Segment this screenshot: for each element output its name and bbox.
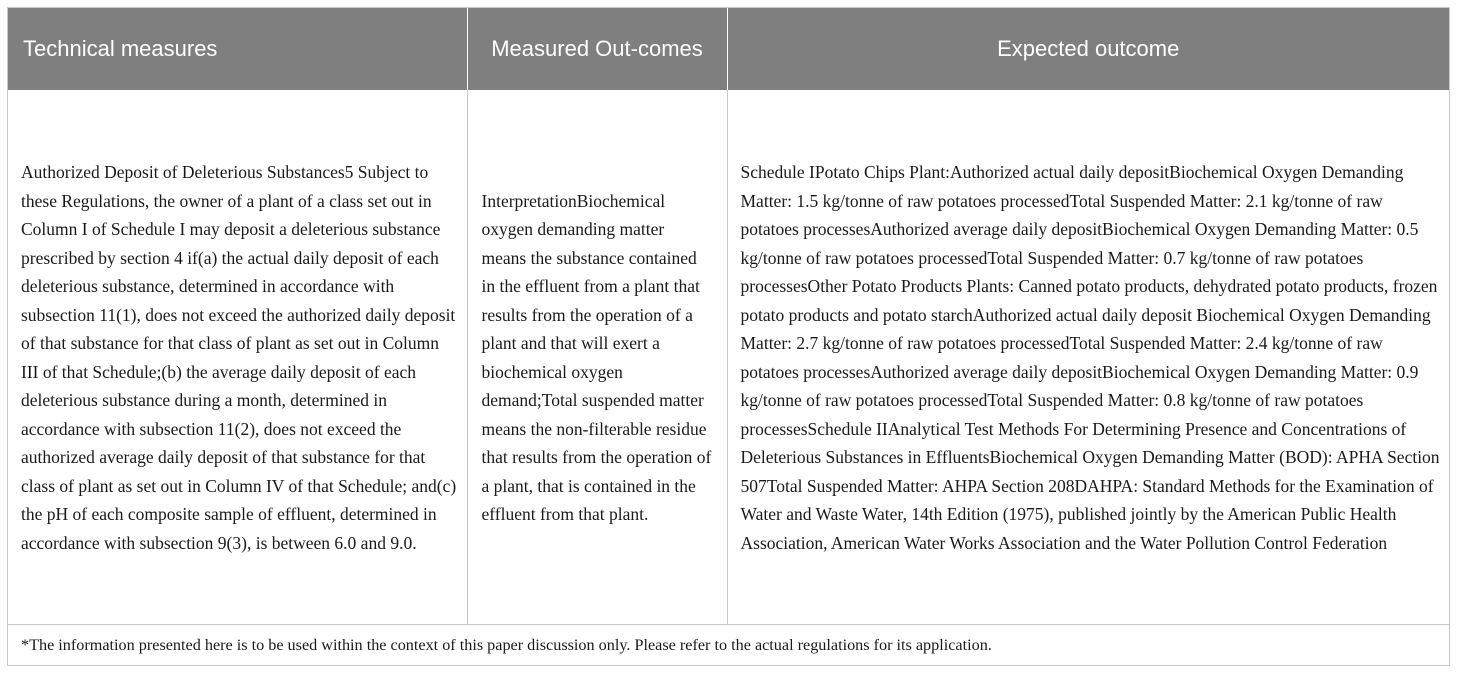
- cell-measured-outcomes: InterpretationBiochemical oxygen demanding matter means the substance contained in the effluent from a plant that results from the operation of a plant and that will exert a biochemical oxygen demand;Total suspended matter means the non-filterable residue that results from the operation of a plant, that is contained in the effluent from that plant.: [467, 90, 727, 624]
- cell-technical-measures: Authorized Deposit of Deleterious Substances5 Subject to these Regulations, the owner of a plant of a class set out in Column I of Schedule I may deposit a deleterious substance prescribed by section 4 if(a) the actual daily deposit of each deleterious substance, determined in accordance with subsection 11(1), does not exceed the authorized daily deposit of that substance for that class of plant as set out in Column III of that Schedule;(b) the average daily deposit of each deleterious substance during a month, determined in accordance with subsection 11(2), does not exceed the authorized average daily deposit of that substance for that class of plant as set out in Column IV of that Schedule; and(c) the pH of each composite sample of effluent, determined in accordance with subsection 9(3), is between 6.0 and 9.0.: [8, 90, 467, 624]
- regulations-table: [8, 8, 1449, 666]
- table-header-row: [8, 8, 1449, 90]
- regulations-table-container: [7, 7, 1450, 666]
- header-technical-measures: Technical measures: [8, 8, 467, 90]
- header-expected-outcome: Expected outcome: [727, 8, 1449, 90]
- header-measured-outcomes: Measured Out-comes: [467, 8, 727, 90]
- table-footnote-row: [8, 624, 1449, 666]
- cell-expected-outcome: Schedule IPotato Chips Plant:Authorized actual daily depositBiochemical Oxygen Demanding Matter: 1.5 kg/tonne of raw potatoes processedTotal Suspended Matter: 2.1 kg/tonne of raw potatoes processesAuthorized average daily depositBiochemical Oxygen Demanding Matter: 0.5 kg/tonne of raw potatoes processedTotal Suspended Matter: 0.7 kg/tonne of raw potatoes processesOther Potato Products Plants: Canned potato products, dehydrated potato products, frozen potato products and potato starchAuthorized actual daily deposit Biochemical Oxygen Demanding Matter: 2.7 kg/tonne of raw potatoes processedTotal Suspended Matter: 2.4 kg/tonne of raw potatoes processesAuthorized average daily depositBiochemical Oxygen Demanding Matter: 0.9 kg/tonne of raw potatoes processedTotal Suspended Matter: 0.8 kg/tonne of raw potatoes processesSchedule IIAnalytical Test Methods For Determining Presence and Concentrations of Deleterious Substances in EffluentsBiochemical Oxygen Demanding Matter (BOD): APHA Section 507Total Suspended Matter: AHPA Section 208DAHPA: Standard Methods for the Examination of Water and Waste Water, 14th Edition (1975), published jointly by the American Public Health Association, American Water Works Association and the Water Pollution Control Federation: [727, 90, 1449, 624]
- table-row: [8, 90, 1449, 624]
- table-footnote: *The information presented here is to be used within the context of this paper discussion only. Please refer to the actual regulations for its application.: [21, 636, 992, 655]
